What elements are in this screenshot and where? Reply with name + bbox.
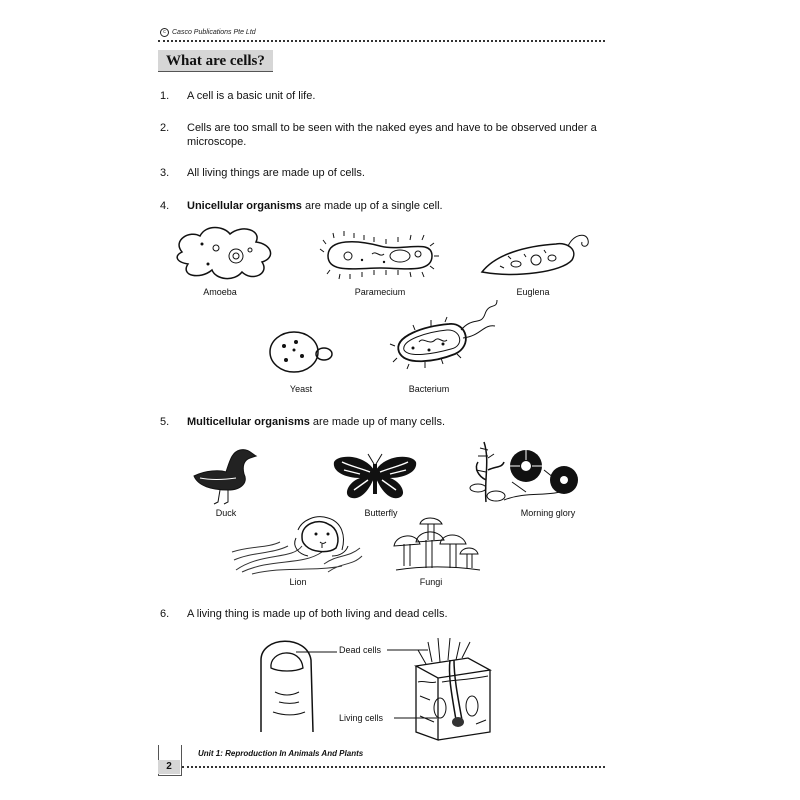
page-title: What are cells? <box>158 50 273 72</box>
footer-divider <box>182 766 605 768</box>
item-text: All living things are made up of cells. <box>187 167 365 179</box>
label-living-cells: Living cells <box>339 713 384 723</box>
copyright-icon: c <box>160 28 169 37</box>
caption-duck: Duck <box>215 508 237 518</box>
item-text: A cell is a basic unit of life. <box>187 90 316 102</box>
label-dead-cells: Dead cells <box>339 645 382 655</box>
item-bold-term: Multicellular organisms <box>187 416 310 428</box>
bacterium-illustration <box>385 296 505 378</box>
morning-glory-illustration <box>464 440 580 506</box>
euglena-illustration <box>476 232 596 282</box>
item-rest: are made up of a single cell. <box>301 200 443 212</box>
item-rest: are made up of many cells. <box>309 416 445 428</box>
fungi-illustration <box>392 514 482 576</box>
butterfly-illustration <box>330 452 420 502</box>
caption-fungi: Fungi <box>419 577 443 587</box>
caption-yeast: Yeast <box>289 384 313 394</box>
item-text <box>187 199 617 213</box>
caption-bacterium: Bacterium <box>408 384 450 394</box>
item-number: 5. <box>160 416 170 428</box>
caption-morning-glory: Morning glory <box>520 508 576 518</box>
caption-lion: Lion <box>289 577 307 587</box>
page-number: 2 <box>158 760 180 774</box>
yeast-illustration <box>266 328 336 378</box>
amoeba-illustration <box>172 222 282 284</box>
footer-unit-title: Unit 1: Reproduction In Animals And Plants <box>198 749 364 758</box>
item-text: Cells are too small to be seen with the naked eyes and have to be observed under a microscope. <box>187 122 597 148</box>
item-number: 3. <box>160 167 170 179</box>
lion-illustration <box>232 516 364 574</box>
item-number: 1. <box>160 90 170 102</box>
caption-euglena: Euglena <box>516 287 550 297</box>
item-text <box>187 415 617 429</box>
header-divider <box>158 40 605 42</box>
caption-butterfly: Butterfly <box>364 508 398 518</box>
item-number: 4. <box>160 200 170 212</box>
item-number: 2. <box>160 122 170 134</box>
item-number: 6. <box>160 608 170 620</box>
duck-illustration <box>186 444 266 504</box>
caption-amoeba: Amoeba <box>203 287 237 297</box>
caption-paramecium: Paramecium <box>354 287 406 297</box>
publisher-name: Casco Publications Pte Ltd <box>172 29 256 36</box>
publisher-line <box>160 28 256 37</box>
diagram-leader-lines <box>296 648 446 738</box>
item-text: A living thing is made up of both living and dead cells. <box>187 608 448 620</box>
paramecium-illustration <box>318 232 442 282</box>
item-bold-term: Unicellular organisms <box>187 200 302 212</box>
